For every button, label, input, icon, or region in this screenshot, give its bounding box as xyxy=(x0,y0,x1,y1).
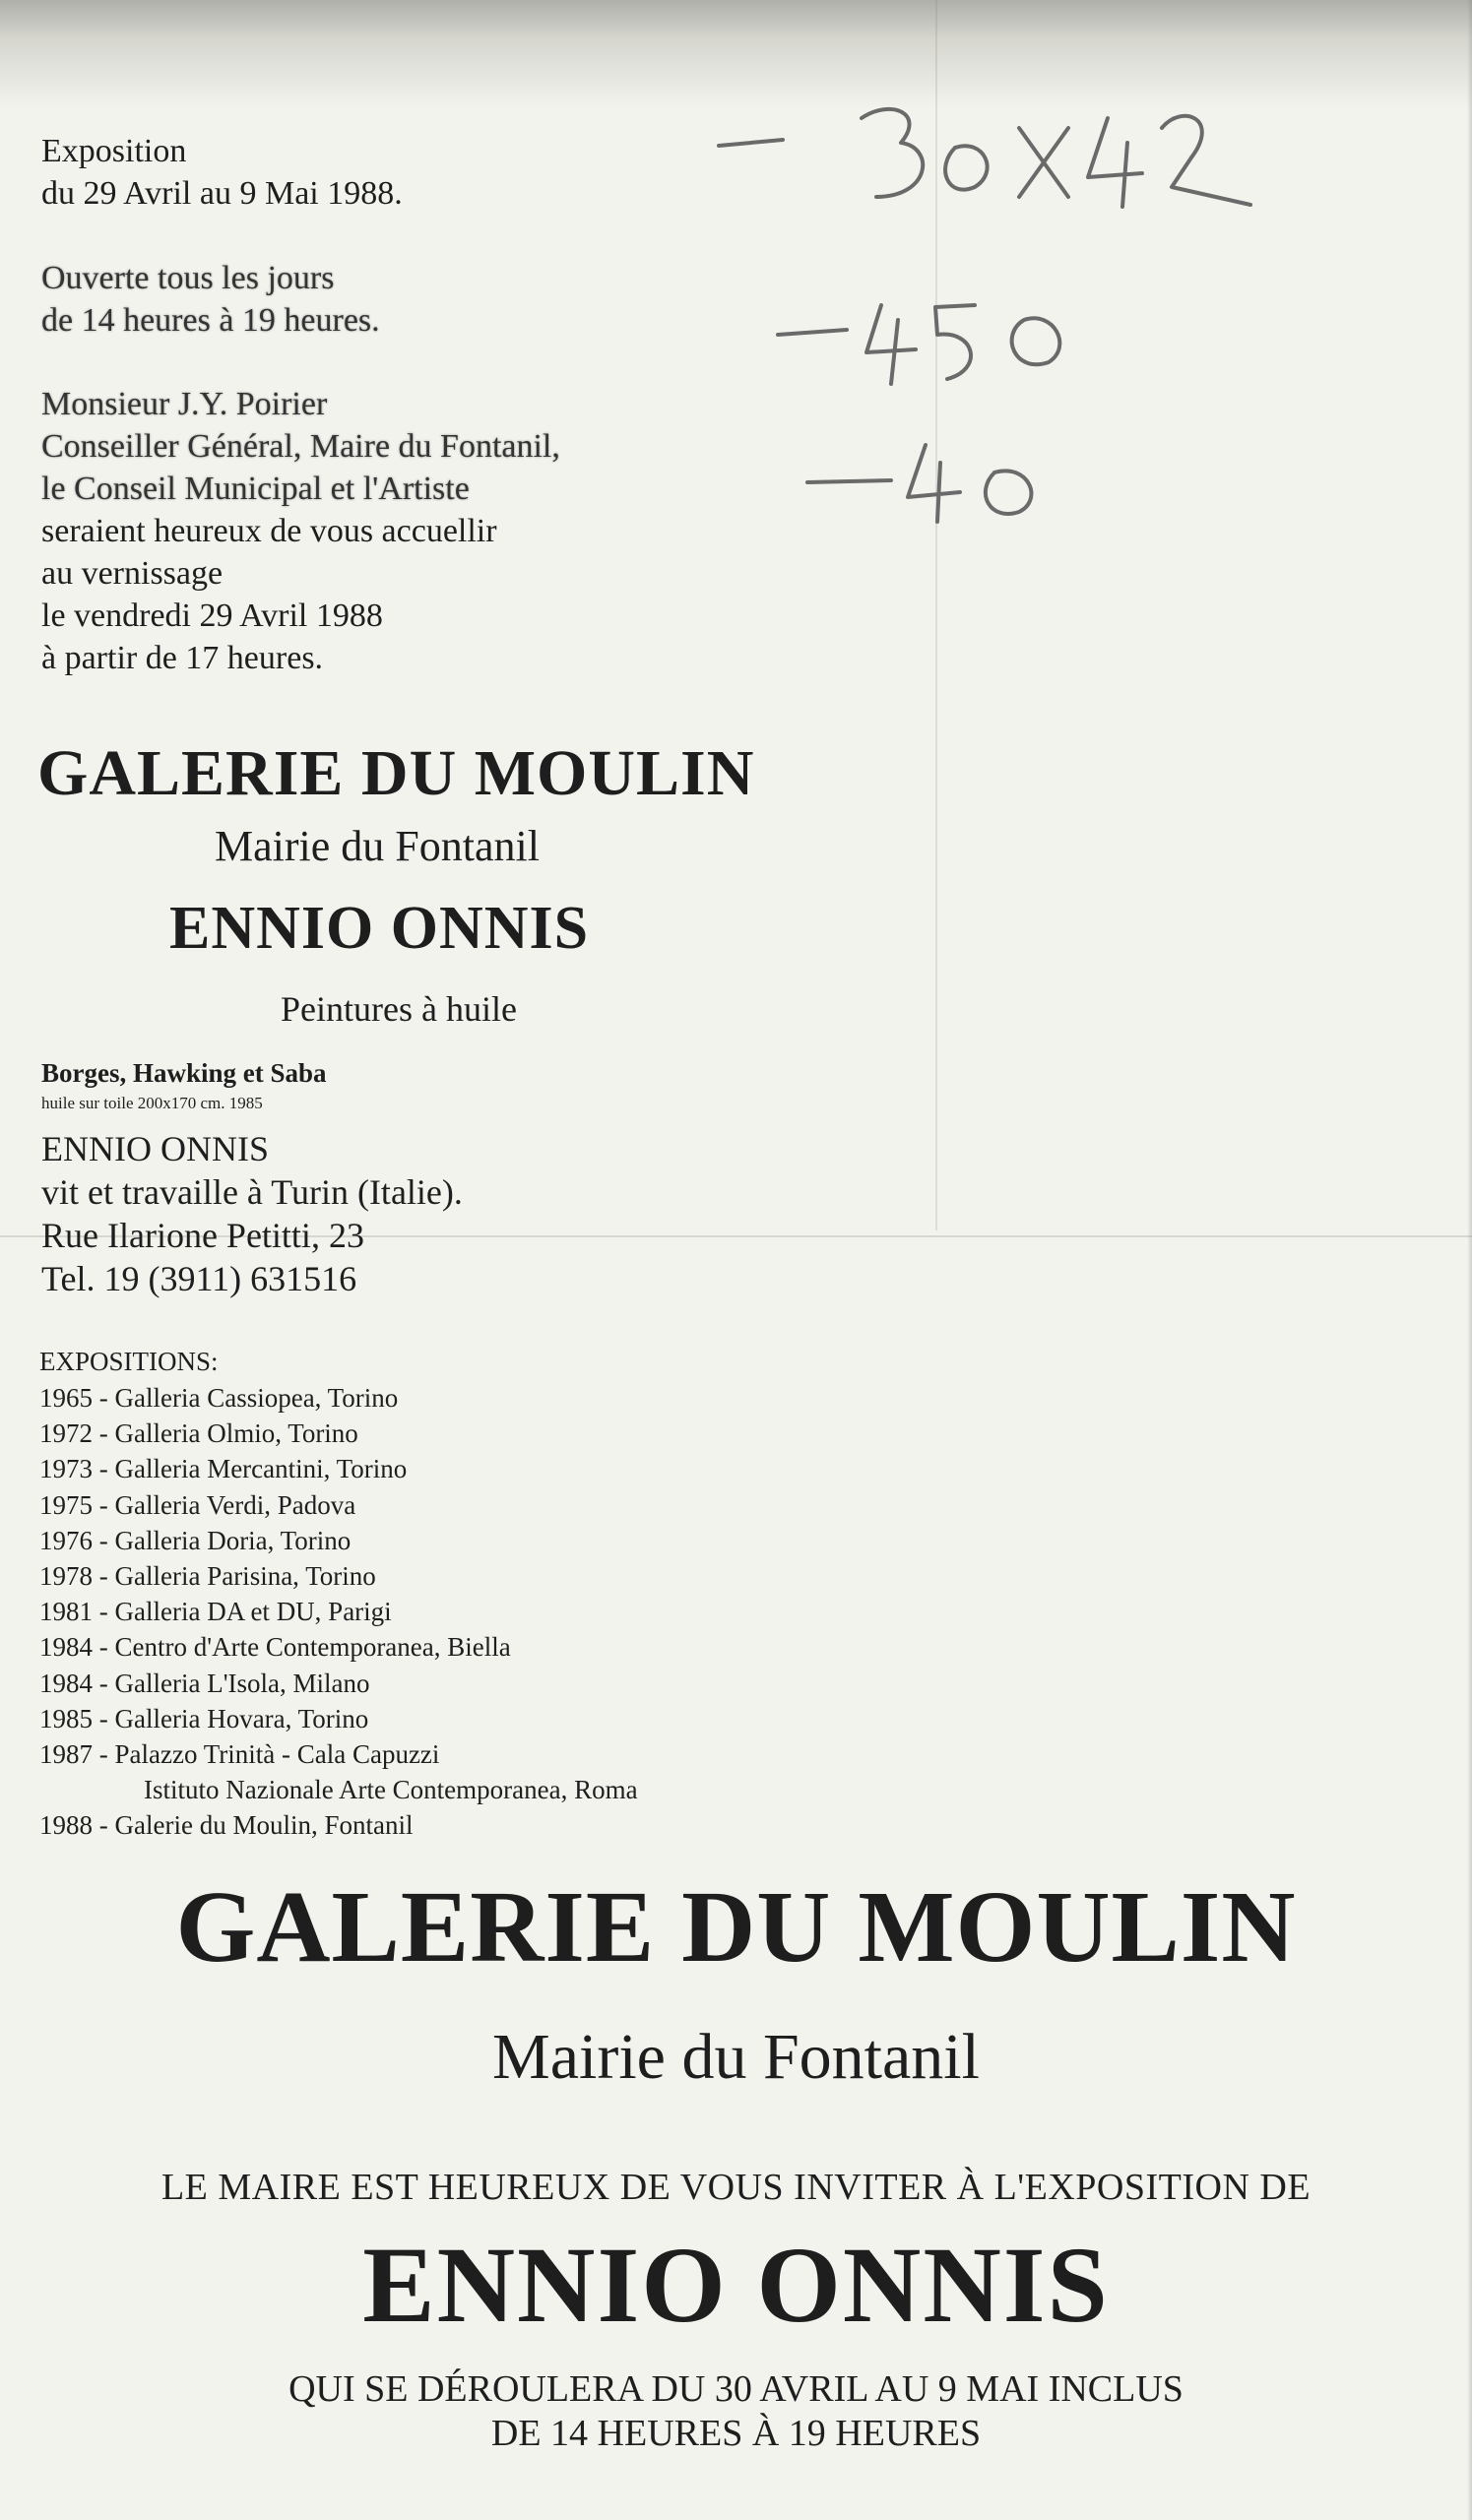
gallery-title-large: GALERIE DU MOULIN xyxy=(175,1870,1297,1984)
host-line: Conseiller Général, Maire du Fontanil, xyxy=(41,428,560,465)
handwritten-dash xyxy=(778,330,847,335)
dates-line-1: QUI SE DÉROULERA DU 30 AVRIL AU 9 MAI INCLUS xyxy=(288,2368,1184,2410)
handwritten-digit-3 xyxy=(862,109,923,197)
contact-line-2: Rue Ilarione Petitti, 23 xyxy=(41,1216,364,1255)
host-line: le vendredi 29 Avril 1988 xyxy=(41,598,383,634)
list-item: 1987 - Palazzo Trinità - Cala Capuzzi xyxy=(39,1739,440,1770)
handwritten-digit-4 xyxy=(1088,118,1142,207)
list-item: 1984 - Galleria L'Isola, Milano xyxy=(39,1668,370,1698)
handwritten-dash xyxy=(719,140,783,146)
host-line: le Conseil Municipal et l'Artiste xyxy=(41,471,470,507)
list-item: 1984 - Centro d'Arte Contemporanea, Biella xyxy=(39,1632,511,1663)
contact-line-1: vit et travaille à Turin (Italie). xyxy=(41,1172,463,1212)
handwritten-digit-4 xyxy=(908,445,960,522)
invite-line: LE MAIRE EST HEUREUX DE VOUS INVITER À L'EXPOSITION DE xyxy=(160,2167,1312,2208)
artist-name-medium: ENNIO ONNIS xyxy=(169,895,590,962)
host-line: à partir de 17 heures. xyxy=(41,640,324,676)
medium-label: Peintures à huile xyxy=(281,989,517,1029)
list-item-continuation: Istituto Nazionale Arte Contemporanea, Roma xyxy=(144,1775,638,1805)
handwritten-digit-2 xyxy=(1162,116,1250,205)
list-item: 1981 - Galleria DA et DU, Parigi xyxy=(39,1597,392,1627)
hours-line-1: Ouverte tous les jours xyxy=(41,260,335,296)
contact-name: ENNIO ONNIS xyxy=(41,1129,269,1168)
gallery-title-small: GALERIE DU MOULIN xyxy=(37,737,755,809)
artwork-details: huile sur toile 200x170 cm. 1985 xyxy=(41,1094,263,1112)
handwritten-digit-5 xyxy=(935,305,975,379)
handwritten-dash xyxy=(807,480,891,482)
gallery-subtitle-small: Mairie du Fontanil xyxy=(215,822,540,870)
handwritten-digit-0 xyxy=(986,471,1032,514)
host-line: au vernissage xyxy=(41,555,224,592)
handwritten-digit-4 xyxy=(866,305,916,384)
expositions-list xyxy=(39,1380,638,1844)
list-item: 1965 - Galleria Cassiopea, Torino xyxy=(39,1383,399,1413)
host-line: seraient heureux de vous accuellir xyxy=(41,513,497,549)
artwork-title: Borges, Hawking et Saba xyxy=(41,1058,327,1088)
list-item: 1985 - Galleria Hovara, Torino xyxy=(39,1703,369,1733)
list-item: 1975 - Galleria Verdi, Padova xyxy=(39,1489,356,1520)
handwritten-x xyxy=(1019,128,1068,197)
list-item: 1973 - Galleria Mercantini, Torino xyxy=(39,1454,408,1484)
dates-line-2: DE 14 HEURES À 19 HEURES xyxy=(490,2413,982,2454)
host-line: Monsieur J.Y. Poirier xyxy=(41,386,328,422)
contact-line-3: Tel. 19 (3911) 631516 xyxy=(41,1259,357,1298)
handwritten-digit-0 xyxy=(945,146,988,189)
list-item: 1978 - Galleria Parisina, Torino xyxy=(39,1561,376,1592)
hours-line-2: de 14 heures à 19 heures. xyxy=(41,302,380,339)
list-item: 1976 - Galleria Doria, Torino xyxy=(39,1525,352,1555)
handwritten-digit-0 xyxy=(1012,318,1060,364)
expositions-heading: EXPOSITIONS: xyxy=(39,1347,219,1376)
handwritten-notes xyxy=(689,89,1300,541)
expo-line-2: du 29 Avril au 9 Mai 1988. xyxy=(41,175,403,212)
expo-line-1: Exposition xyxy=(41,133,187,169)
list-item: 1972 - Galleria Olmio, Torino xyxy=(39,1418,358,1449)
list-item: 1988 - Galerie du Moulin, Fontanil xyxy=(39,1810,414,1841)
gallery-subtitle-large: Mairie du Fontanil xyxy=(492,2021,980,2093)
artist-name-large: ENNIO ONNIS xyxy=(362,2225,1110,2345)
